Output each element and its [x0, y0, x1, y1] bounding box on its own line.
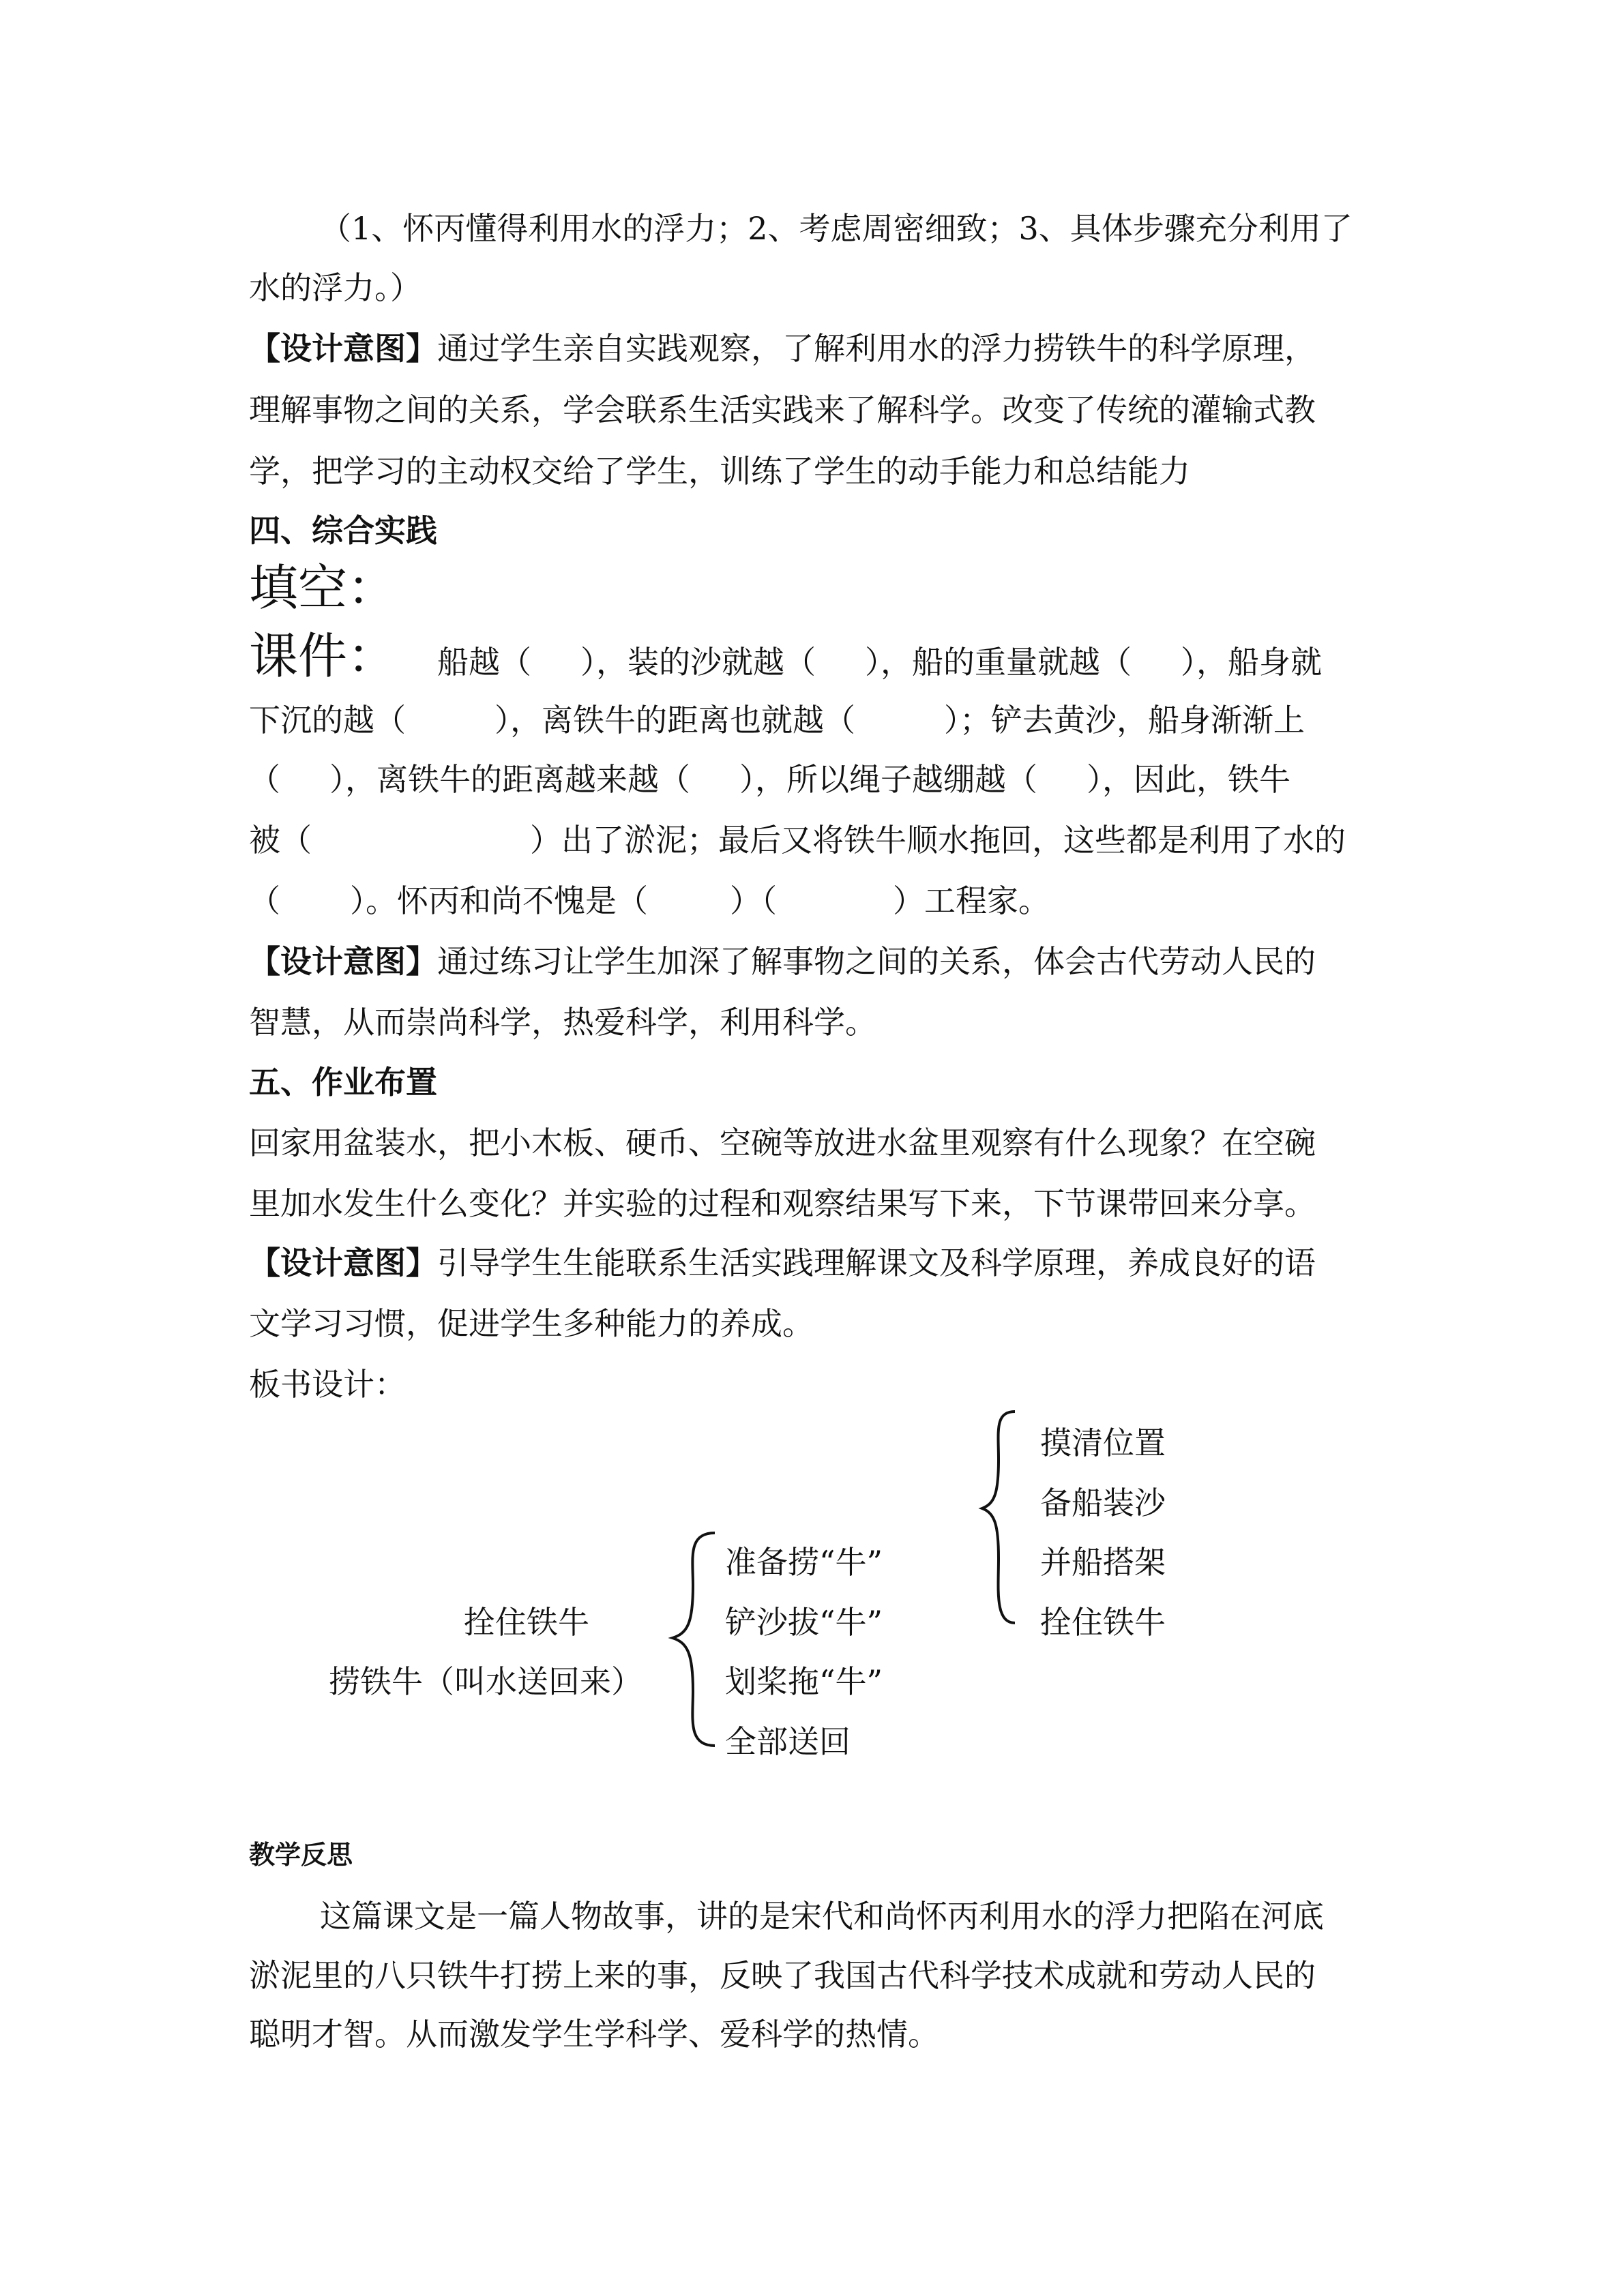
answer-line-2: 水的浮力。）: [249, 269, 422, 306]
board-root: 捞铁牛（叫水送回来）: [329, 1663, 643, 1700]
reflection-line-1: 这篇课文是一篇人物故事，讲的是宋代和尚怀丙利用水的浮力把陷在河底: [320, 1898, 1324, 1935]
design-intent-4-line-1: 【设计意图】通过练习让学生加深了解事物之间的关系，体会古代劳动人民的: [249, 943, 1316, 980]
design-intent-5-line-1: 【设计意图】引导学生生能联系生活实践理解课文及科学原理，养成良好的语: [249, 1244, 1316, 1281]
board-root-top: 拴住铁牛: [464, 1604, 589, 1641]
fill-line-3: （ ），离铁牛的距离越来越（ ），所以绳子越绷越（ ），因此，铁牛: [249, 761, 1290, 798]
fill-line-2: 下沉的越（ ），离铁牛的距离也就越（ ）；铲去黄沙，船身渐渐上: [249, 702, 1305, 739]
design-intent-label: 【设计意图】: [249, 943, 437, 980]
answer-line-1: （1、怀丙懂得利用水的浮力；2、考虑周密细致；3、具体步骤充分利用了: [320, 210, 1353, 247]
board-sub-item: 摸清位置: [1040, 1425, 1166, 1461]
reflection-line-2: 淤泥里的八只铁牛打捞上来的事，反映了我国古代科学技术成就和劳动人民的: [249, 1957, 1316, 1994]
board-mid-item: 全部送回: [725, 1723, 851, 1760]
left-brace-icon: [673, 1533, 715, 1746]
board-design-title: 板书设计：: [249, 1366, 406, 1403]
board-sub-item: 备船装沙: [1040, 1485, 1166, 1521]
reflection-heading: 教学反思: [249, 1839, 353, 1870]
design-intent-label: 【设计意图】: [249, 330, 437, 367]
homework-line-2: 里加水发生什么变化？并实验的过程和观察结果写下来，下节课带回来分享。: [249, 1185, 1316, 1222]
board-mid-item: 铲沙拔“牛”: [725, 1604, 883, 1641]
fill-line-5: （ ）。怀丙和尚不愧是（ ）（ ）工程家。: [249, 882, 1050, 919]
board-sub-item: 拴住铁牛: [1040, 1604, 1166, 1641]
board-mid-item: 准备捞“牛”: [725, 1544, 883, 1581]
right-group-brace-icon: [982, 1412, 1015, 1623]
fill-line-4: 被（ ）出了淤泥；最后又将铁牛顺水拖回，这些都是利用了水的: [249, 822, 1346, 859]
design-intent-3-line-2: 理解事物之间的关系，学会联系生活实践来了解科学。改变了传统的灌输式教: [249, 391, 1316, 428]
design-intent-5-line-2: 文学习习惯，促进学生多种能力的养成。: [249, 1305, 814, 1342]
courseware-label: 课件：: [249, 627, 397, 685]
design-intent-3-line-3: 学，把学习的主动权交给了学生，训练了学生的动手能力和总结能力: [249, 453, 1190, 490]
design-intent-4-line-2: 智慧，从而崇尚科学，热爱科学，利用科学。: [249, 1004, 876, 1041]
fill-label: 填空：: [249, 559, 397, 616]
design-intent-3-line-1: 【设计意图】通过学生亲自实践观察，了解利用水的浮力捞铁牛的科学原理，: [249, 330, 1316, 367]
reflection-line-3: 聪明才智。从而激发学生学科学、爱科学的热情。: [249, 2016, 939, 2053]
heading-section-4: 四、综合实践: [249, 512, 437, 549]
board-sub-item: 并船搭架: [1040, 1544, 1166, 1581]
design-intent-label: 【设计意图】: [249, 1244, 437, 1281]
board-mid-item: 划桨拖“牛”: [725, 1663, 883, 1700]
fill-line-1: 课件： 船越（ ），装的沙就越（ ），船的重量就越（ ），船身就: [249, 627, 1323, 685]
heading-section-5: 五、作业布置: [249, 1064, 437, 1101]
homework-line-1: 回家用盆装水，把小木板、硬币、空碗等放进水盆里观察有什么现象？在空碗: [249, 1124, 1316, 1161]
